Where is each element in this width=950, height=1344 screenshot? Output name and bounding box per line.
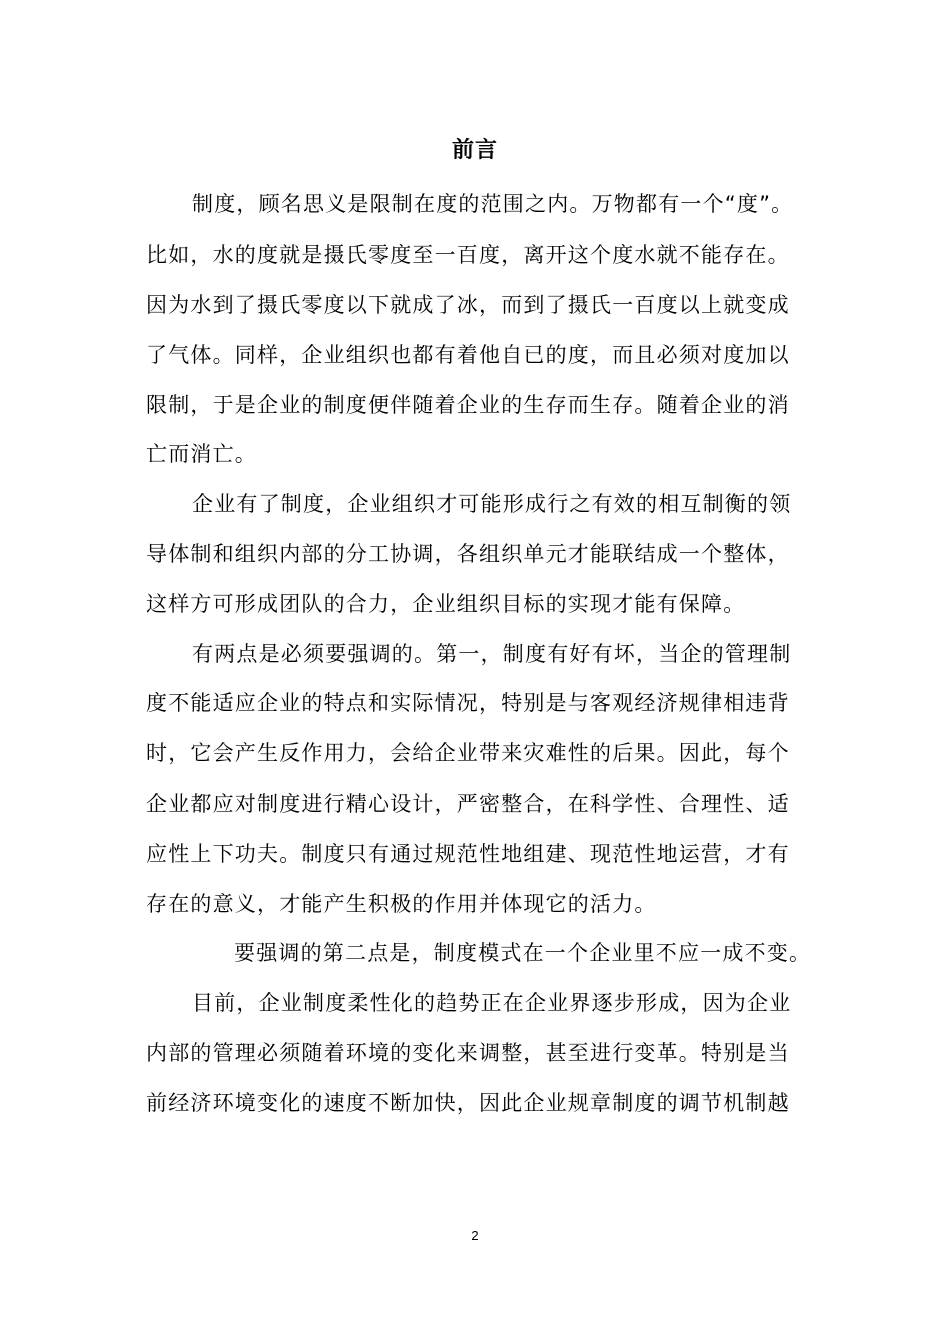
paragraph-line: 应性上下功夫。制度只有通过规范性地组建、现范性地运营，才有 xyxy=(146,842,790,866)
paragraph-line: 企业都应对制度进行精心设计，严密整合，在科学性、合理性、适 xyxy=(146,792,790,816)
page-number: 2 xyxy=(471,1228,479,1243)
paragraph-line: 亡而消亡。 xyxy=(146,442,257,466)
paragraph-line: 有两点是必须要强调的。第一，制度有好有坏，当企的管理制 xyxy=(192,642,792,666)
paragraph-line: 制度，顾名思义是限制在度的范围之内。万物都有一个“度”。 xyxy=(192,192,794,216)
paragraph-line: 存在的意义，才能产生积极的作用并体现它的活力。 xyxy=(146,892,657,916)
paragraph-line: 目前，企业制度柔性化的趋势正在企业界逐步形成，因为企业 xyxy=(192,991,792,1015)
paragraph-line: 度不能适应企业的特点和实际情况，特别是与客观经济规律相违背 xyxy=(146,691,790,715)
paragraph-line: 要强调的第二点是，制度模式在一个企业里不应一成不变。 xyxy=(234,941,812,965)
paragraph-line: 了气体。同样，企业组织也都有着他自已的度，而且必须对度加以 xyxy=(146,343,790,367)
paragraph-line: 时，它会产生反作用力，会给企业带来灾难性的后果。因此，每个 xyxy=(146,741,790,765)
paragraph-line: 内部的管理必须随着环境的变化来调整，甚至进行变革。特别是当 xyxy=(146,1041,790,1065)
paragraph-line: 这样方可形成团队的合力，企业组织目标的实现才能有保障。 xyxy=(146,592,746,616)
paragraph-line: 因为水到了摄氏零度以下就成了冰，而到了摄氏一百度以上就变成 xyxy=(146,293,790,317)
paragraph-line: 限制，于是企业的制度便伴随着企业的生存而生存。随着企业的消 xyxy=(146,393,790,417)
paragraph-line: 导体制和组织内部的分工协调，各组织单元才能联结成一个整体， xyxy=(146,542,790,566)
paragraph-line: 企业有了制度，企业组织才可能形成行之有效的相互制衡的领 xyxy=(192,492,792,516)
page-title: 前言 xyxy=(451,138,498,163)
paragraph-line: 前经济环境变化的速度不断加快，因此企业规章制度的调节机制越 xyxy=(146,1091,790,1115)
paragraph-line: 比如，水的度就是摄氏零度至一百度，离开这个度水就不能存在。 xyxy=(146,243,790,267)
